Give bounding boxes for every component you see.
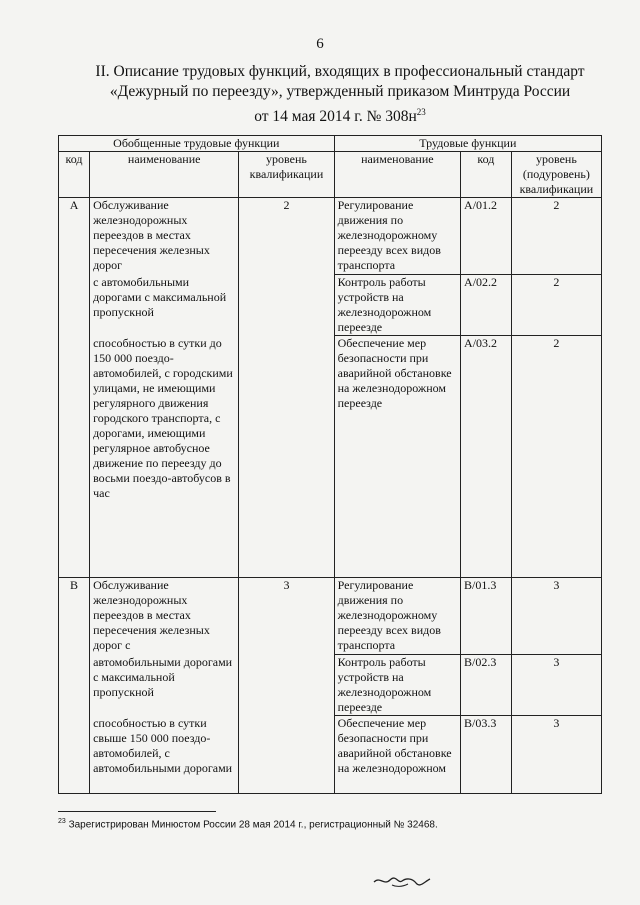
heading-line-1: II. Описание трудовых функций, входящих в профессиональный стандарт: [95, 63, 585, 80]
header-function-name: наименование: [334, 152, 460, 198]
heading-line-2: «Дежурный по переезду», утвержденный приказом Минтруда России: [109, 83, 571, 100]
table-row: [59, 578, 602, 655]
footnote-text: Зарегистрирован Минюстом России 28 мая 2014 г., регистрационный № 32468.: [68, 819, 438, 831]
footnote-reference: 23: [416, 107, 426, 117]
function-code: В/02.3: [461, 655, 512, 716]
function-level: 3: [511, 716, 601, 794]
document-heading: [60, 62, 620, 127]
page-number: 6: [316, 36, 324, 52]
footnote-divider: [58, 811, 216, 812]
generalized-name-part: с автомобильными дорогами с максимальной пропускной: [90, 275, 239, 336]
generalized-name-part: автомобильными дорогами с максимальной пропускной: [90, 655, 239, 716]
header-name: наименование: [90, 152, 239, 198]
function-name: Обеспечение мер безопасности при аварийной обстановке на железнодорожном: [334, 716, 460, 794]
function-name: Контроль работы устройств на железнодорожном переезде: [334, 275, 460, 336]
generalized-level: 3: [239, 578, 334, 794]
function-code: В/03.3: [461, 716, 512, 794]
header-labor-functions: Трудовые функции: [334, 136, 601, 152]
heading-line-3: от 14 мая 2014 г. № $308н^{23}$: [254, 107, 426, 126]
generalized-code: В: [59, 578, 90, 794]
generalized-name-part: способностью в сутки до 150 000 поездо-автомобилей, с городскими улицами, не имеющими регулярного движения городского транспорта, с дорогами, имеющими регулярное автобусное движение по переезду до восьми поездо-автобусов в час: [90, 336, 239, 578]
function-name: Обеспечение мер безопасности при аварийной обстановке на железнодорожном переезде: [334, 336, 460, 578]
generalized-name-part: способностью в сутки свыше 150 000 поездо-автомобилей, с автомобильными дорогами: [90, 716, 239, 794]
generalized-name-part: Обслуживание железнодорожных переездов в местах пересечения железных дорог с: [90, 578, 239, 655]
header-generalized-functions: Обобщенные трудовые функции: [59, 136, 335, 152]
header-function-level: уровень (подуровень) квалификации: [511, 152, 601, 198]
generalized-level: 2: [239, 198, 334, 578]
generalized-code: А: [59, 198, 90, 578]
handwritten-mark: [372, 872, 432, 890]
function-level: 2: [511, 198, 601, 275]
table-row: [59, 198, 602, 275]
function-level: 2: [511, 275, 601, 336]
function-code: В/01.3: [461, 578, 512, 655]
generalized-name-part: Обслуживание железнодорожных переездов в местах пересечения железных дорог: [90, 198, 239, 275]
function-name: Контроль работы устройств на железнодорожном переезде: [334, 655, 460, 716]
function-level: 2: [511, 336, 601, 578]
labor-functions-table: [58, 135, 602, 794]
function-name: Регулирование движения по железнодорожному переезду всех видов транспорта: [334, 198, 460, 275]
footnote-number: 23: [58, 818, 66, 825]
function-code: А/02.2: [461, 275, 512, 336]
function-level: 3: [511, 655, 601, 716]
function-name: Регулирование движения по железнодорожному переезду всех видов транспорта: [334, 578, 460, 655]
footnote: [58, 818, 438, 830]
header-qualification-level: уровень квалификации: [239, 152, 334, 198]
header-function-code: код: [461, 152, 512, 198]
header-code: код: [59, 152, 90, 198]
function-code: А/01.2: [461, 198, 512, 275]
function-code: А/03.2: [461, 336, 512, 578]
function-level: 3: [511, 578, 601, 655]
